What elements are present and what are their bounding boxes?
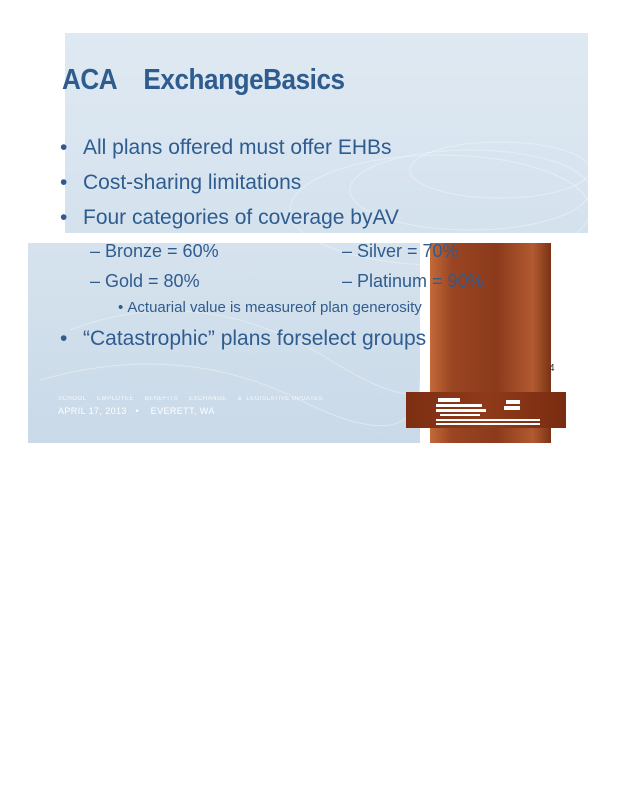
- tier-silver: – Silver = 70%: [342, 241, 459, 261]
- bullet-cost-sharing: [60, 171, 301, 195]
- subsub-dot: •: [118, 299, 128, 316]
- bullet-text: Four categories of coverage byAV: [83, 206, 399, 229]
- bullet-catastrophic: [60, 327, 426, 351]
- logo-block: [406, 392, 566, 428]
- bullet-ehbs: [60, 136, 392, 160]
- bullet-dot: •: [60, 327, 68, 350]
- footer-date-location: APRIL 17, 2013 • EVERETT, WA: [58, 406, 215, 416]
- bullet-dot: •: [60, 206, 68, 229]
- actuarial-note: [118, 299, 422, 316]
- bullet-dot: •: [60, 136, 68, 159]
- slide-number: 4: [549, 363, 555, 374]
- tier-platinum: – Platinum = 90%: [342, 271, 484, 291]
- bullet-text: Cost-sharing limitations: [83, 171, 302, 194]
- bullet-text: “Catastrophic” plans forselect groups: [83, 327, 427, 350]
- actuarial-note-text: Actuarial value is measureof plan generosity: [127, 299, 422, 316]
- bullet-dot: •: [60, 171, 68, 194]
- slide-background-upper: [65, 33, 588, 233]
- footer-headline: SCHOOL EMPLOYEE BENEFITS EXCHANGE & LEGISLATIVE UPDATES: [58, 396, 324, 402]
- tier-bronze: – Bronze = 60%: [90, 241, 219, 261]
- tier-gold: – Gold = 80%: [90, 271, 200, 291]
- bullet-text: All plans offered must offer EHBs: [83, 136, 392, 159]
- slide-title: ACA ExchangeBasics: [62, 64, 345, 96]
- bullet-categories: [60, 206, 399, 230]
